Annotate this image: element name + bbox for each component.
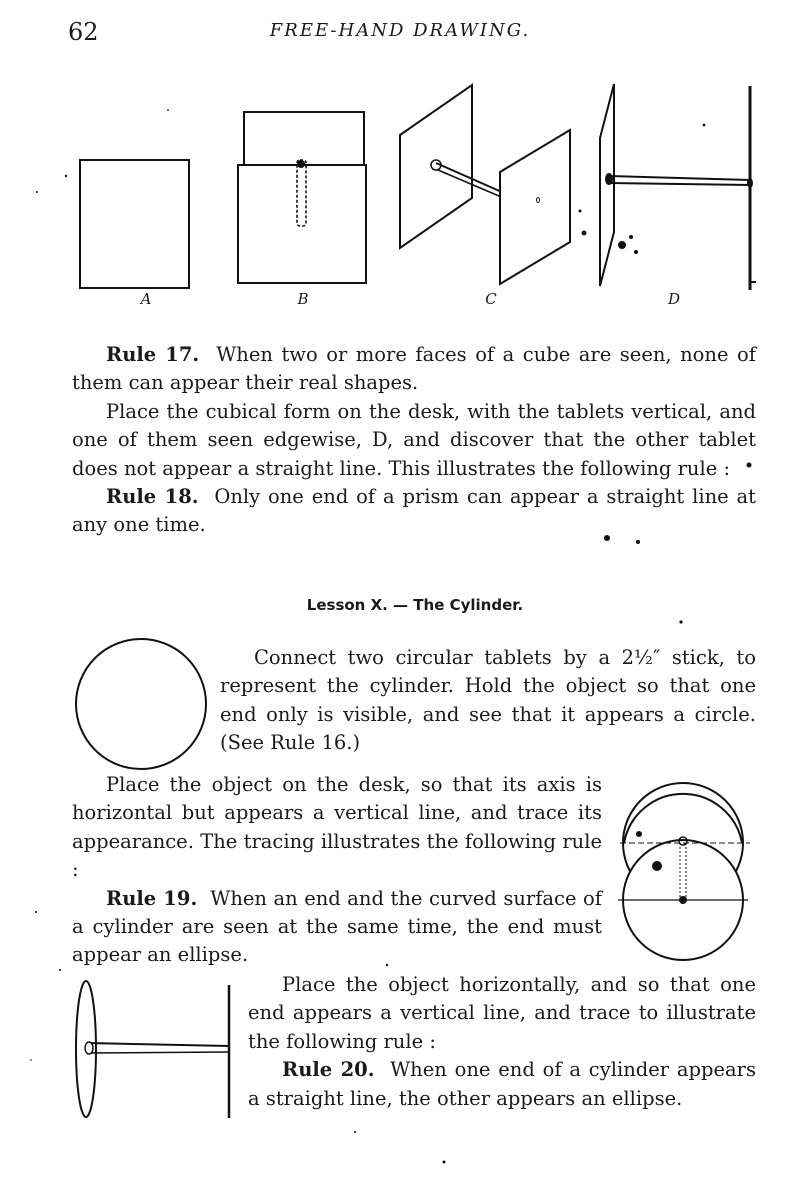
rule-17-text: When two or more faces of a cube are seen, none of them can appear their real shapes. xyxy=(72,343,756,395)
rule-18-label: Rule 18. xyxy=(106,485,199,509)
rule-17-label: Rule 17. xyxy=(106,343,200,366)
figure-label-c: C xyxy=(485,290,497,308)
rule-20-label: Rule 20. xyxy=(282,1058,375,1082)
rule-19-text: When an end and the curved surface of a cylinder are seen at the same time, the end must appear an ellipse. xyxy=(72,886,602,967)
figure-label-a: A xyxy=(140,290,152,308)
place-desk-text: Place the object on the desk, so that its axis is horizontal but appears a vertical line, and trace its appearance. The tracing illustrates the following rule : xyxy=(72,773,602,882)
rule-18-text: Only one end of a prism can appear a straight line at any one time. xyxy=(72,485,756,537)
figure-label-b: B xyxy=(297,290,309,308)
place-horizontal-text: Place the object horizontally, and so that one end appears a vertical line, and trace to illustrate the following rule : xyxy=(248,973,756,1053)
connect-text: Connect two circular tablets by a 2½″ stick, to represent the cylinder. Hold the object so that one end only is visible, and see that it appears a circle. (See Rule 16.) xyxy=(220,646,756,755)
rule-19-label: Rule 19. xyxy=(106,886,198,910)
lesson-heading: Lesson X. — The Cylinder. xyxy=(306,596,524,614)
rule-20-text: When one end of a cylinder appears a straight line, the other appears an ellipse. xyxy=(248,1058,756,1110)
figure-label-d: D xyxy=(667,290,681,308)
page-number: 62 xyxy=(68,18,99,46)
running-title: FREE-HAND DRAWING. xyxy=(269,20,531,41)
cubical-form-paragraph: Place the cubical form on the desk, with the tablets vertical, and one of them seen edgewise, D, and discover that the other tablet does not appear a straight line. This illustrates the following rule : xyxy=(72,399,756,480)
